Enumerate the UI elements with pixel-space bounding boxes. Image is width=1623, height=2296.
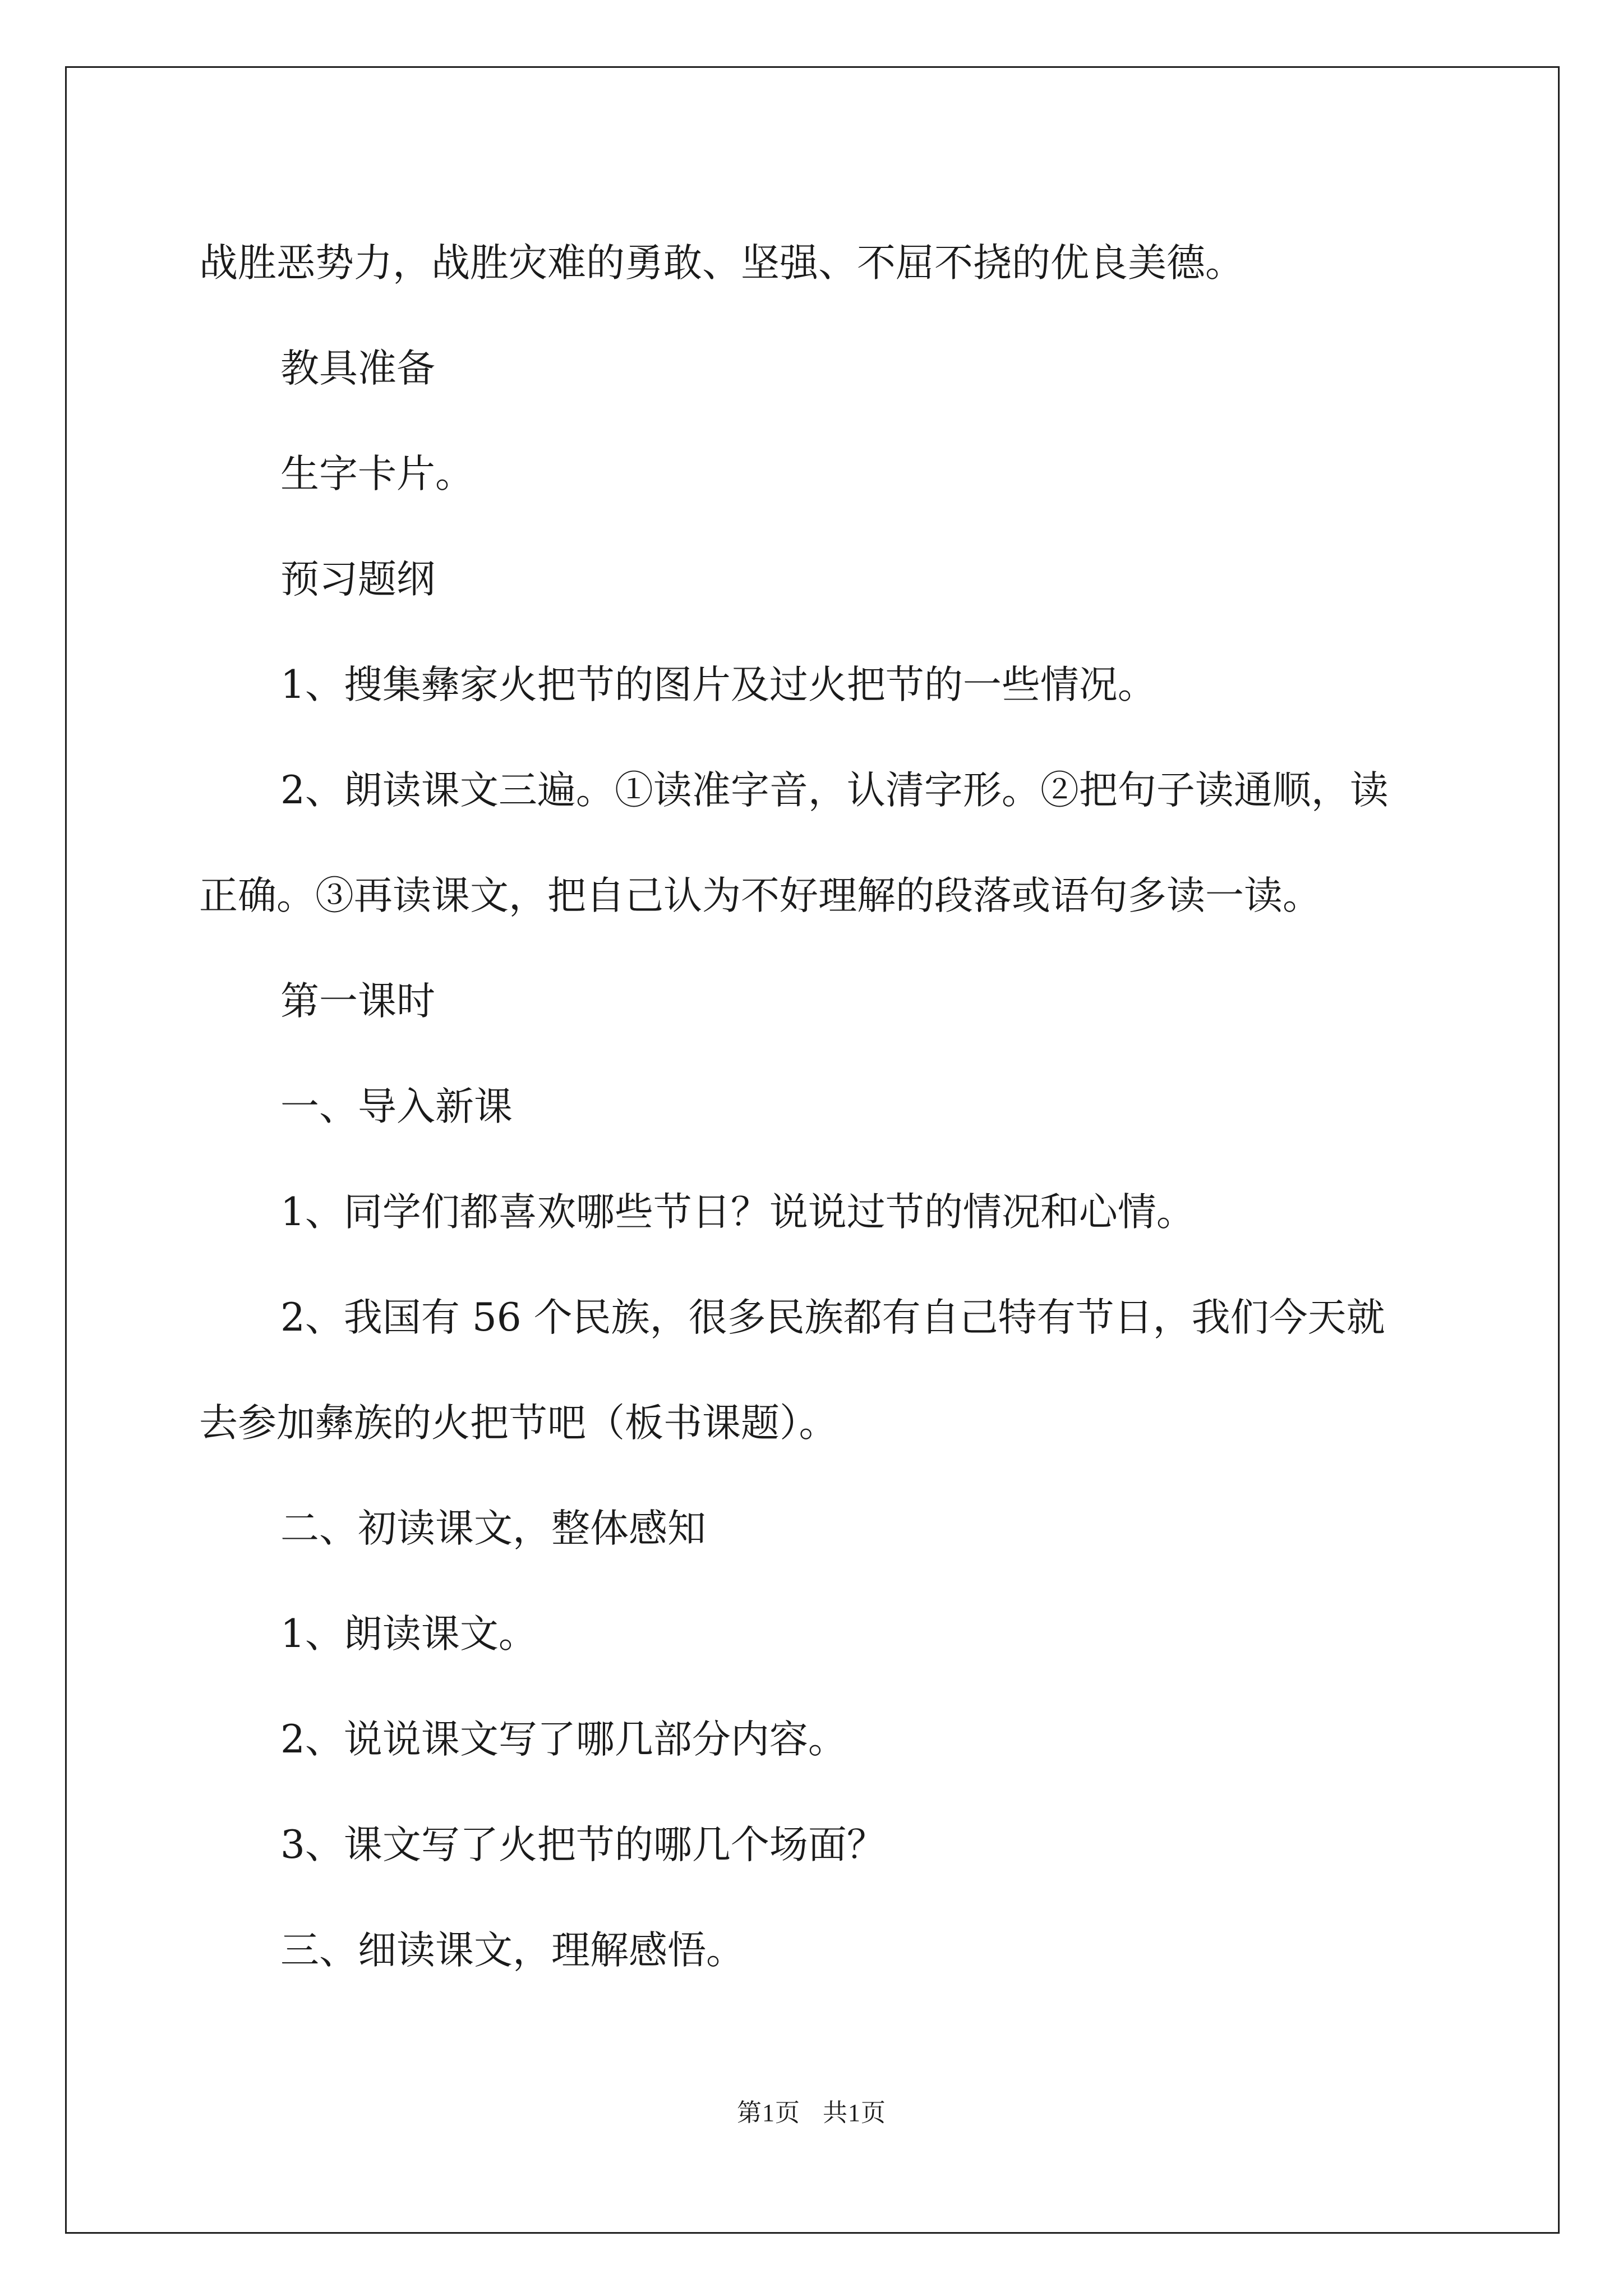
page-total: 共1页 xyxy=(823,2099,886,2127)
list-item: 1、同学们都喜欢哪些节日？说说过节的情况和心情。 xyxy=(280,1190,1195,1235)
list-item: 2、朗读课文三遍。①读准字音，认清字形。②把句子读通顺，读 xyxy=(280,768,1389,813)
section-heading: 教具准备 xyxy=(280,346,435,391)
page-footer xyxy=(0,2092,1623,2128)
list-item-continuation: 去参加彝族的火把节吧（板书课题）。 xyxy=(199,1401,838,1446)
list-item: 2、说说课文写了哪几部分内容。 xyxy=(280,1717,847,1762)
list-item: 2、我国有 56 个民族，很多民族都有自己特有节日，我们今天就 xyxy=(280,1295,1385,1340)
list-item-continuation: 正确。③再读课文，把自己认为不好理解的段落或语句多读一读。 xyxy=(199,873,1321,918)
section-heading: 三、细读课文，理解感悟。 xyxy=(280,1928,745,1973)
list-item: 1、朗读课文。 xyxy=(280,1612,537,1657)
page-number: 第1页 xyxy=(737,2099,800,2127)
paragraph-line: 战胜恶势力，战胜灾难的勇敢、坚强、不屈不挠的优良美德。 xyxy=(199,241,1244,286)
list-item: 3、课文写了火把节的哪几个场面？ xyxy=(280,1823,886,1867)
section-heading: 第一课时 xyxy=(280,979,435,1024)
section-heading: 一、导入新课 xyxy=(280,1084,513,1129)
section-heading: 二、初读课文，整体感知 xyxy=(280,1506,706,1551)
document-body xyxy=(199,210,1438,2003)
section-heading: 预习题纲 xyxy=(280,557,435,602)
list-item: 1、搜集彝家火把节的图片及过火把节的一些情况。 xyxy=(280,662,1156,707)
paragraph-line: 生字卡片。 xyxy=(280,452,474,496)
